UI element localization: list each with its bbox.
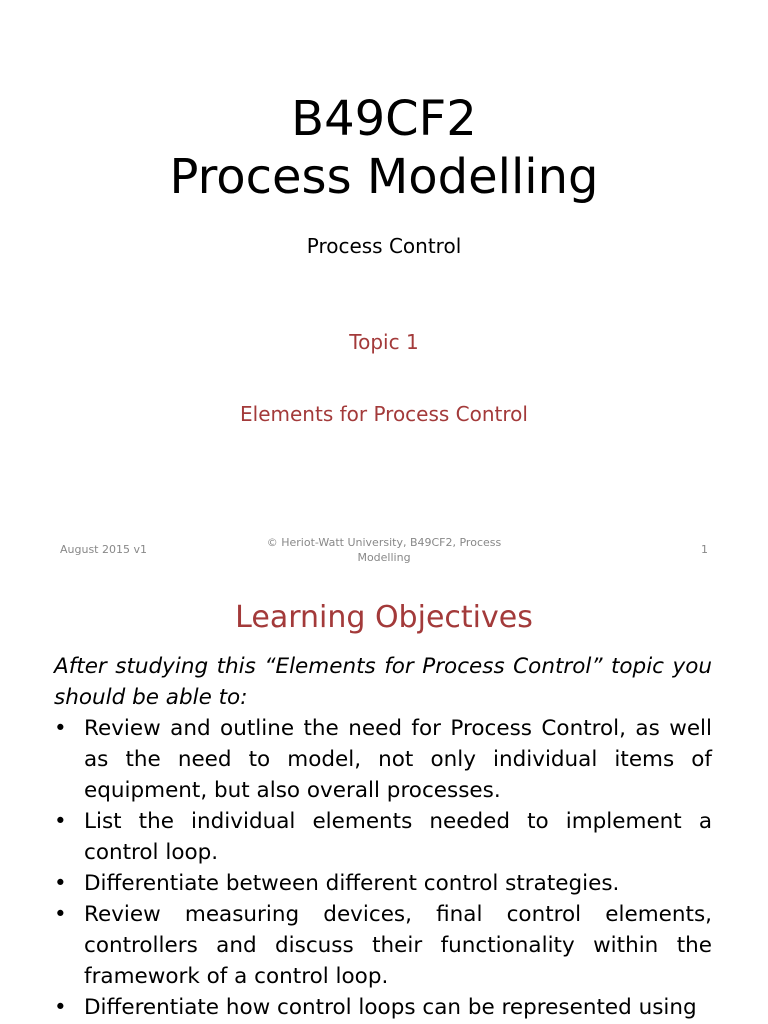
footer-copyright-line2: Modelling — [357, 551, 411, 564]
footer-copyright-line1: © Heriot-Watt University, B49CF2, Process — [266, 536, 502, 549]
list-item — [54, 868, 712, 899]
objective-text: Differentiate between different control strategies. — [84, 871, 620, 896]
course-title: Process Modelling — [169, 149, 599, 205]
learning-objectives-heading: Learning Objectives — [235, 600, 533, 635]
learning-objectives-body — [54, 651, 712, 1023]
footer-copyright — [254, 535, 514, 565]
bullet-icon: • — [54, 902, 67, 927]
topic-label: Topic 1 — [349, 330, 419, 354]
bullet-icon: • — [54, 809, 67, 834]
objective-text: Differentiate how control loops can be represented using — [84, 995, 697, 1020]
intro-text: After studying this “Elements for Process Control” topic you should be able to: — [54, 654, 712, 710]
list-item — [54, 992, 712, 1023]
learning-objectives-slide — [0, 578, 768, 1024]
footer-page-number: 1 — [701, 543, 708, 556]
objective-text: Review measuring devices, final control elements, controllers and discuss their functionality within the framework of a control loop. — [84, 902, 712, 989]
course-code: B49CF2 — [291, 91, 477, 147]
objective-text: List the individual elements needed to implement a control loop. — [84, 809, 712, 865]
objective-text: Review and outline the need for Process Control, as well as the need to model, not only individual items of equipment, but also overall processes. — [84, 716, 712, 803]
slide-subtitle: Process Control — [306, 234, 462, 258]
bullet-icon: • — [54, 995, 67, 1020]
objectives-list — [54, 713, 712, 1023]
slide-title — [0, 90, 768, 206]
list-item — [54, 713, 712, 806]
list-item — [54, 806, 712, 868]
topic-name: Elements for Process Control — [240, 402, 528, 426]
list-item — [54, 899, 712, 992]
bullet-icon: • — [54, 871, 67, 896]
footer-date: August 2015 v1 — [60, 543, 147, 556]
bullet-icon: • — [54, 716, 67, 741]
